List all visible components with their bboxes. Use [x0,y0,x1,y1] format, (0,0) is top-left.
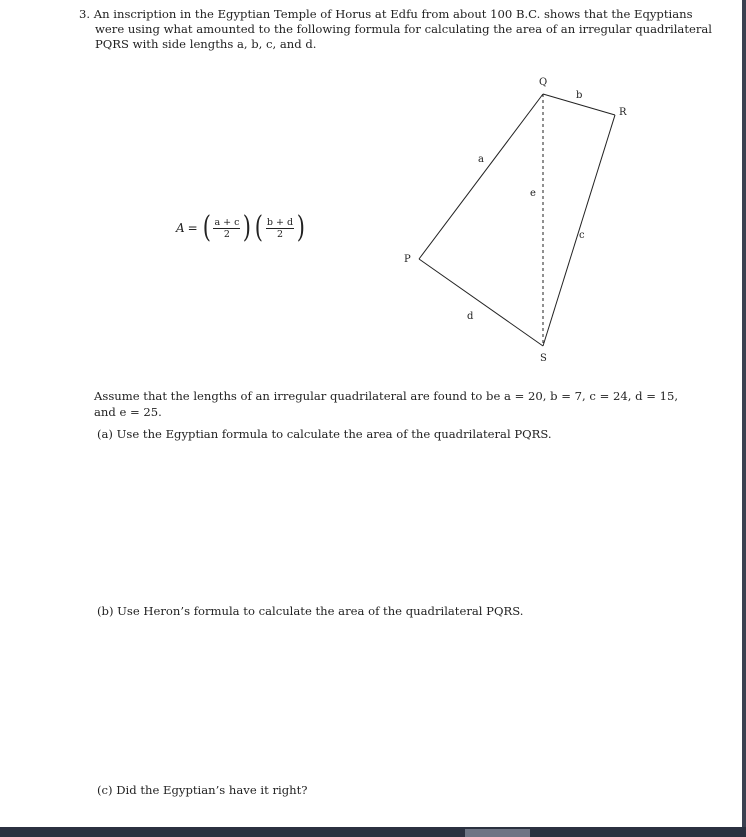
right-paren: ) [243,210,252,245]
side-a-line [419,94,543,259]
side-b-label: b [576,90,583,101]
right-scrollbar-edge [742,0,746,837]
fraction-2-denominator: 2 [276,228,283,240]
left-paren: ( [254,210,264,245]
side-d-label: d [467,311,474,322]
egyptian-area-formula [176,210,307,246]
right-paren: ) [296,210,306,245]
question-a: (a) Use the Egyptian formula to calculate the area of the quadrilateral PQRS. [97,427,552,441]
fraction-1-numerator: a + c [214,216,240,228]
left-paren: ( [202,210,211,245]
formula-lhs: A [176,221,185,235]
fraction-b-plus-d [266,217,294,240]
vertex-s-label: S [540,353,547,364]
side-a-label: a [478,154,484,165]
vertex-r-label: R [619,107,627,118]
fraction-1-denominator: 2 [223,228,230,240]
vertex-p-label: P [404,254,411,265]
assumption-line-2: and e = 25. [94,405,162,419]
fraction-2-numerator: b + d [266,216,294,228]
fraction-a-plus-c [213,217,240,240]
bottom-bar [0,827,746,837]
formula-equals: = [187,221,198,235]
problem-text-line-3: PQRS with side lengths a, b, c, and d. [95,37,317,51]
question-c: (c) Did the Egyptian’s have it right? [97,783,308,797]
vertex-q-label: Q [539,77,548,88]
quadrilateral-diagram [390,70,650,370]
question-b: (b) Use Heron’s formula to calculate the area of the quadrilateral PQRS. [97,604,524,618]
problem-text-line-1: 3. An inscription in the Egyptian Temple of Horus at Edfu from about 100 B.C. shows that the Eqyptians [79,7,693,21]
side-d-line [419,259,543,346]
side-c-label: c [579,230,585,241]
diagonal-e-label: e [530,188,536,199]
assumption-line-1: Assume that the lengths of an irregular quadrilateral are found to be a = 20, b = 7, c = 24, d = 15, [94,389,679,403]
scroll-thumb[interactable] [465,829,530,837]
problem-text-line-2: were using what amounted to the following formula for calculating the area of an irregular quadrilateral [95,22,713,36]
